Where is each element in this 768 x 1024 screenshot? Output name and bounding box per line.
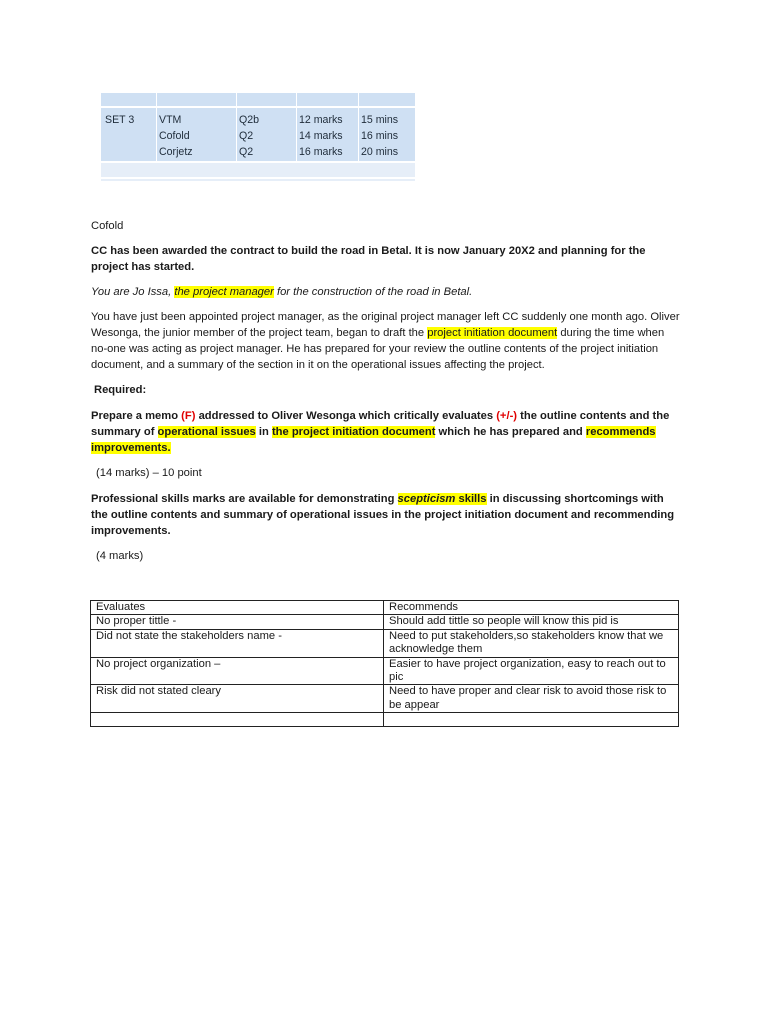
- req-text: in: [255, 426, 272, 438]
- prof-highlight: [398, 493, 487, 505]
- req-highlight: the project initiation document: [271, 426, 436, 438]
- prof-text: in discussing shortcomings with the outline contents and summary of operational issues in the project initiation document and recommending improvements.: [91, 493, 675, 537]
- table-grid-line: [101, 161, 415, 163]
- role-text: for the construction of the road in Betal.: [273, 286, 473, 298]
- set-marks: 16 marks: [299, 146, 343, 158]
- context-text: You have just been appointed project manager, as the original project manager left CC suddenly one month ago. Oliver Wesonga, the junior member of the project team, began to draft the: [91, 311, 680, 339]
- evaluates-cell: Did not state the stakeholders name -: [91, 629, 384, 657]
- req-text: addressed to Oliver Wesonga which critically evaluates: [195, 410, 497, 422]
- prof-text: Professional skills marks are available for demonstrating: [91, 493, 398, 505]
- marks-note: (14 marks) – 10 point: [96, 467, 202, 479]
- evaluates-cell: Risk did not stated cleary: [91, 685, 384, 713]
- header-evaluates: Evaluates: [91, 601, 384, 615]
- context-text: during the time when no-one was acting as project manager. He has prepared for your review the outline contents of the project initiation document, and a summary of the section in it on the operational issues affecting the project.: [91, 327, 665, 371]
- header-recommends: Recommends: [384, 601, 679, 615]
- req-highlight: operational issues: [157, 426, 256, 438]
- role-highlight: the project manager: [174, 286, 274, 298]
- evaluates-cell: [91, 713, 384, 727]
- intro-paragraph: CC has been awarded the contract to build the road in Betal. It is now January 20X2 and planning for the project has started.: [91, 245, 646, 273]
- req-plus-minus-mark: (+/-): [496, 410, 518, 422]
- evaluates-cell: No project organization –: [91, 657, 384, 685]
- evaluates-cell: No proper tittle -: [91, 615, 384, 629]
- table-row: [91, 629, 679, 657]
- professional-skills-paragraph: [91, 491, 681, 539]
- set-question: Q2: [239, 146, 254, 158]
- recommends-cell: Easier to have project organization, easy to reach out to pic: [384, 657, 679, 685]
- req-format-mark: (F): [181, 410, 196, 422]
- context-paragraph: [91, 309, 681, 373]
- set-time: 20 mins: [361, 146, 399, 158]
- marks-note: (4 marks): [96, 550, 144, 562]
- set-marks: 14 marks: [299, 130, 343, 142]
- prof-highlight-italic: scepticism: [397, 493, 456, 505]
- doc-heading: Cofold: [91, 220, 124, 232]
- requirement-paragraph: [91, 408, 681, 456]
- recommends-cell: Should add tittle so people will know this pid is: [384, 615, 679, 629]
- table-row: [91, 685, 679, 713]
- set-company: Corjetz: [159, 146, 193, 158]
- table-row: [91, 615, 679, 629]
- set-company: Cofold: [159, 130, 190, 142]
- table-row: [91, 657, 679, 685]
- req-text: Prepare a memo: [91, 410, 182, 422]
- table-grid-line: [101, 177, 415, 179]
- set-time: 15 mins: [361, 114, 399, 126]
- req-text: the outline contents and the summary of: [91, 410, 670, 438]
- question-set-table: [101, 93, 415, 181]
- recommends-cell: Need to have proper and clear risk to avoid those risk to be appear: [384, 685, 679, 713]
- table-header-row: [91, 601, 679, 615]
- recommends-cell: Need to put stakeholders,so stakeholders know that we acknowledge them: [384, 629, 679, 657]
- set-company: VTM: [159, 114, 182, 126]
- req-highlight: recommends improvements.: [91, 426, 656, 454]
- req-text: which he has prepared and: [435, 426, 586, 438]
- set-question: Q2b: [239, 114, 260, 126]
- evaluation-table: [90, 600, 679, 727]
- context-highlight: project initiation document: [427, 327, 558, 339]
- role-paragraph: [91, 284, 681, 300]
- set-label: SET 3: [105, 114, 135, 126]
- table-grid-line: [101, 106, 415, 108]
- required-label: Required:: [94, 384, 147, 396]
- prof-highlight-text: skills: [455, 493, 487, 505]
- set-time: 16 mins: [361, 130, 399, 142]
- set-question: Q2: [239, 130, 254, 142]
- set-marks: 12 marks: [299, 114, 343, 126]
- role-text: You are Jo Issa,: [91, 286, 175, 298]
- table-row: [91, 713, 679, 727]
- recommends-cell: [384, 713, 679, 727]
